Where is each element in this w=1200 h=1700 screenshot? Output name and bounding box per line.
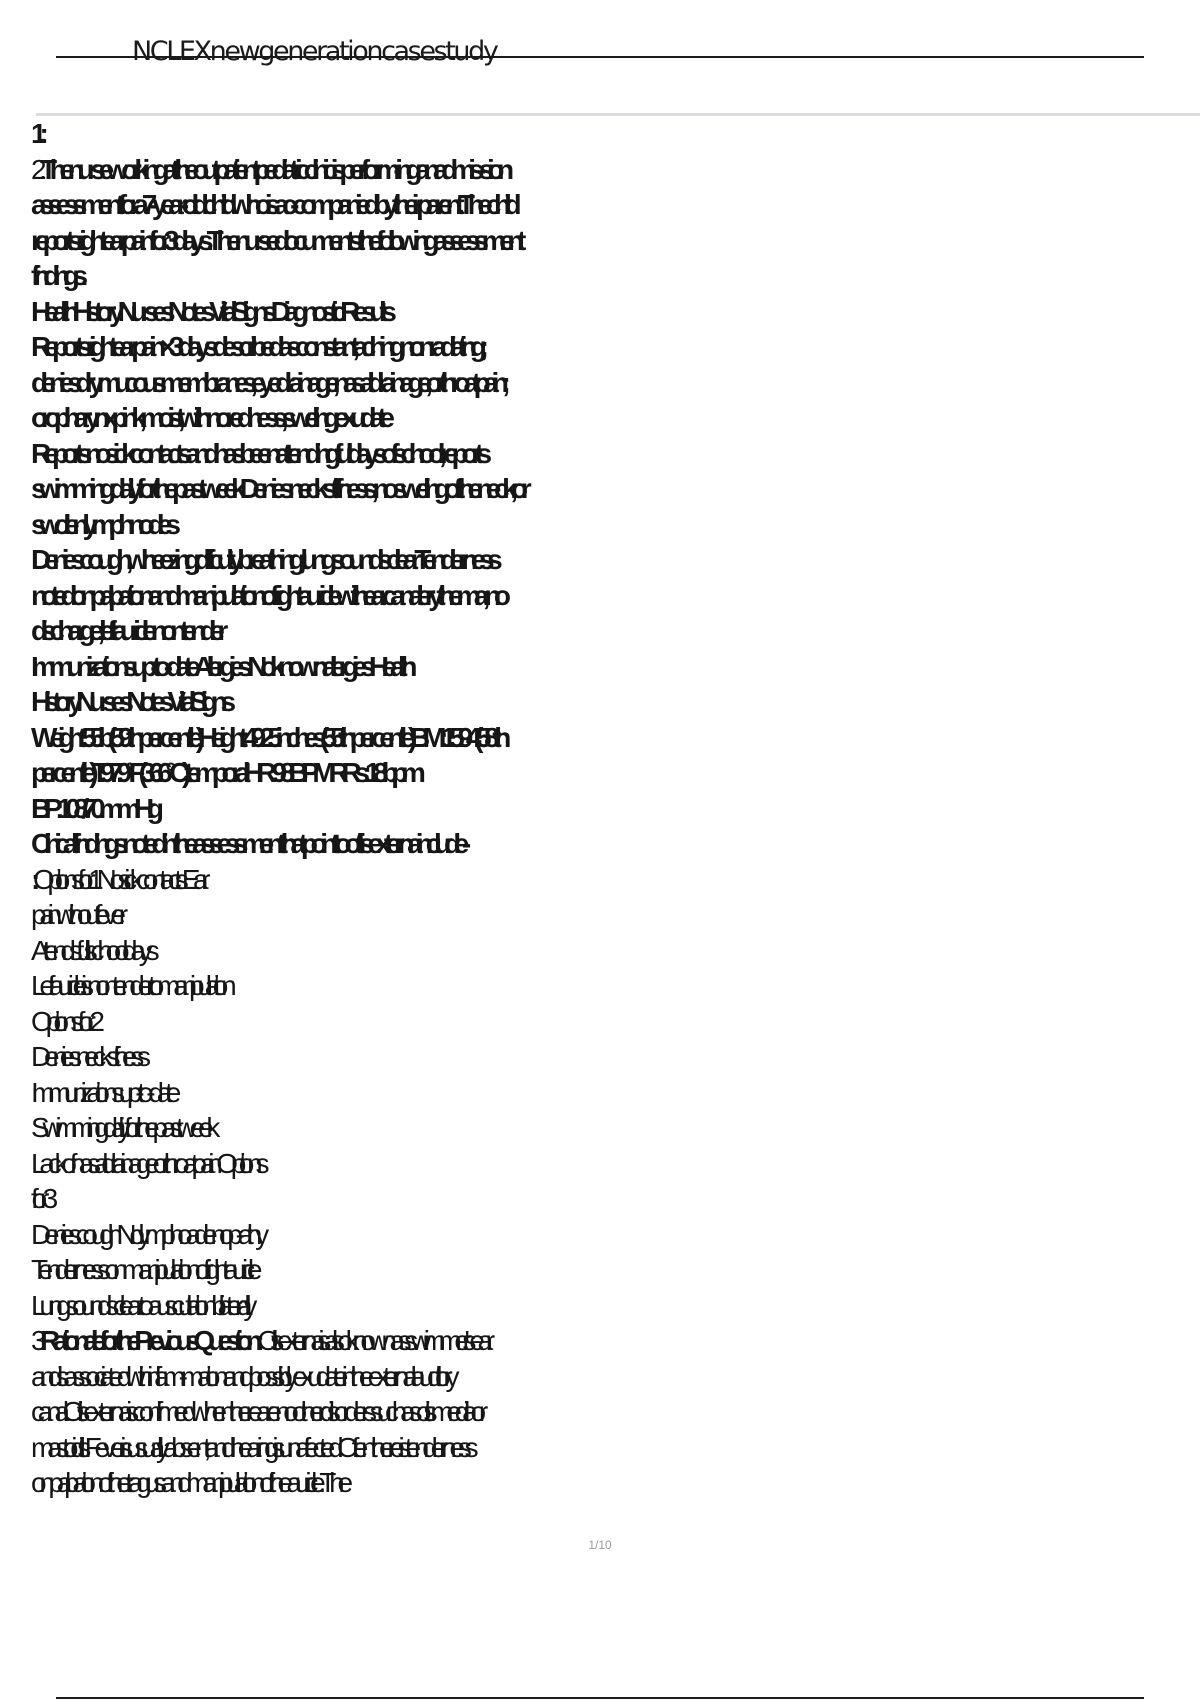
- page-number: 1/10: [588, 1538, 612, 1552]
- text-line: [31, 968, 1199, 1004]
- text-segment: swollen lymph nodes: [31, 508, 174, 540]
- text-line: [31, 258, 1199, 294]
- text-line: [31, 897, 1199, 933]
- text-segment: canal.Otitisexternaisconfirmedwhentherearenootherdisorderssuchas otitismediaor: [31, 1396, 482, 1427]
- document-title: NCLEXnewgenerationcasestudy: [132, 36, 497, 67]
- text-line: [31, 1465, 1199, 1501]
- text-segment: Reportsnosickcontactsandhasbeenattendingfulldaysofschool;reports: [31, 437, 485, 469]
- text-line: [31, 471, 1199, 507]
- text-line: [31, 1146, 1199, 1182]
- text-line: [31, 578, 1199, 614]
- text-line: [31, 436, 1199, 472]
- text-segment: Thenurseworkingattheoutpatientpediatricclinicisperform-inganadmis-sion: [39, 153, 507, 185]
- text-line: [31, 507, 1199, 543]
- text-segment: Immunizationsup-to-dateAllergies:Noknownallergies Health: [31, 650, 411, 682]
- text-line: [31, 826, 1199, 862]
- text-segment: 2.: [31, 153, 40, 185]
- text-segment: oropharynx pink, moist, with no redness, swelling, exudate: [31, 402, 388, 433]
- text-segment: 3.: [31, 1325, 40, 1356]
- text-segment: Denies neck stiffness: [31, 1041, 144, 1072]
- text-segment: Leftauricleisnontendertomanipulation: [31, 970, 230, 1001]
- text-line: [31, 329, 1199, 365]
- text-segment: Tenderness on manipulation of right auricle: [31, 1254, 256, 1285]
- text-segment: BP:108/70 mm Hg: [31, 792, 157, 824]
- text-line: [31, 720, 1199, 756]
- text-segment: Lung sounds clear to auscultation bilaterally: [31, 1289, 251, 1321]
- text-line: [31, 152, 1199, 188]
- text-line: [31, 400, 1199, 436]
- text-segment: Swimmingdailyforthepastweek: [31, 1112, 214, 1143]
- text-line: [31, 1217, 1199, 1253]
- text-segment: Attends full school days: [31, 934, 153, 966]
- text-segment: notedonpalpationandmanipulationofrightauriclewithearcanalerythema; no: [31, 579, 504, 611]
- text-segment: Denies cough, wheezing, difficulty breathing; lung sounds clearTenderness: [31, 544, 496, 575]
- text-line: [31, 1252, 1199, 1288]
- text-segment: History Nurses' Notes Vital Signs: [31, 686, 229, 717]
- text-segment: :: [31, 863, 33, 895]
- text-line: [31, 649, 1199, 685]
- text-segment: findings.: [31, 260, 82, 291]
- text-line: [31, 116, 1199, 152]
- text-line: [31, 1430, 1199, 1466]
- text-segment: Clinical findings noted in the assessment that point to otitis externa include-: [31, 828, 464, 859]
- text-segment: Immunizations up-to-date: [31, 1076, 175, 1108]
- text-segment: Reports right ear pain × 3 days described as constant,aching,nonradiating;: [31, 331, 482, 362]
- text-segment: Options for 2: [31, 1005, 98, 1037]
- text-segment: assessment for a 7-year-old child who is ac-companied by their parent. The child: [31, 189, 515, 220]
- text-segment: mastoiditis.Feverisusuallyabsent,andhearingisunaffected.Often there is tenderness: [31, 1431, 472, 1463]
- text-line: [31, 223, 1199, 259]
- text-segment: discharge; left auricle nontender: [31, 615, 221, 646]
- text-segment: reportsrightearpainfor3days.Thenursedocumentsthefollowing assessment: [31, 224, 519, 256]
- text-segment: Denies cough No lymphoadenop-athy: [31, 1218, 262, 1250]
- text-segment: Optionsfor1 Nosickcontacts Ear: [32, 863, 204, 895]
- text-line: [31, 1004, 1199, 1040]
- text-line: [31, 542, 1199, 578]
- text-segment: and is associated with inflam-mation and possibly exudate in the external auditory: [31, 1360, 453, 1392]
- text-line: [31, 187, 1199, 223]
- text-segment: swimming daily for the past week Denies neck stiffness;no swelling of the neck, or: [31, 473, 525, 504]
- text-segment: Otitisexternaisalsoknownasswimmer's ear: [257, 1325, 488, 1356]
- text-segment: Weight:55lb(59thpercentile)Height:49.25inches(55thpercentile)BMI:15.94(58th: [31, 721, 504, 753]
- text-segment: Health History Nurses' Notes Vital Signs Diagnostic Results: [31, 295, 390, 327]
- text-line: [31, 1039, 1199, 1075]
- text-segment: on palpation of the tragus and manipulation of the auricle. The: [31, 1467, 346, 1498]
- text-line: [31, 933, 1199, 969]
- text-segment: deniesdrymucousmembranes,eyedrainage,nasaldrainage,orthroatpain;: [31, 366, 504, 398]
- text-line: [31, 1110, 1199, 1146]
- text-line: [31, 1394, 1199, 1430]
- text-segment: Lackofnasaldrainageorthroatpain Options: [31, 1147, 263, 1179]
- text-segment: pain without fever: [31, 899, 121, 930]
- text-line: [31, 613, 1199, 649]
- text-line: [31, 791, 1199, 827]
- text-line: [31, 1288, 1199, 1324]
- text-line: [31, 862, 1199, 898]
- text-line: [31, 1181, 1199, 1217]
- text-line: [31, 684, 1199, 720]
- text-segment: 1.:: [31, 118, 42, 149]
- footer-rule: [56, 1697, 1144, 1699]
- text-line: [31, 1359, 1199, 1395]
- text-line: [31, 1323, 1199, 1359]
- text-line: [31, 755, 1199, 791]
- text-line: [31, 294, 1199, 330]
- text-line: [31, 1075, 1199, 1111]
- text-line: [31, 365, 1199, 401]
- document-body: [31, 116, 1199, 1501]
- text-segment: for 3: [31, 1183, 52, 1214]
- text-segment: percentile)T:97.9°F (36.6°C) temporal HR: 98 BPM RRs: 18 bpm: [31, 757, 419, 788]
- text-segment: RationaleforthePreviousQuestion:: [39, 1325, 258, 1356]
